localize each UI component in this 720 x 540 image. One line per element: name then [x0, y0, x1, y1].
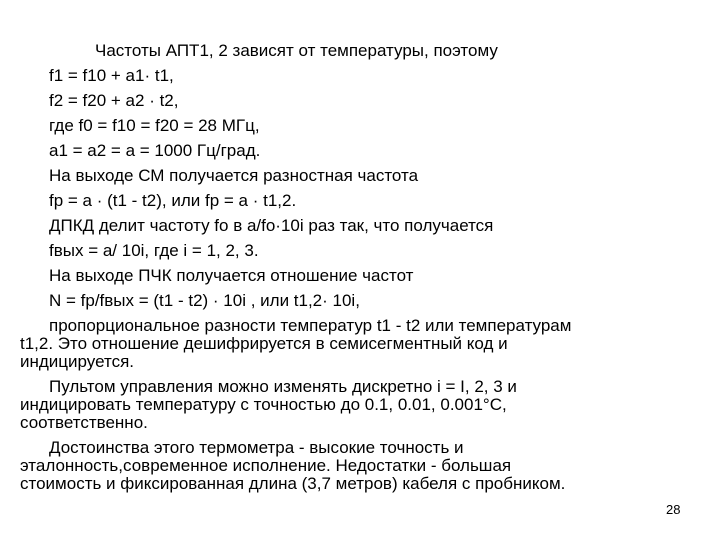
- text-line: fр = a · (t1 - t2), или fр = a · t1,2.: [49, 191, 297, 210]
- text-line: fвых = a/ 10i, где i = 1, 2, 3.: [49, 241, 259, 260]
- text-line: ДПКД делит частоту fо в a/fо·10i раз так, что получается: [49, 216, 494, 235]
- text-line: Частоты АПТ1, 2 зависят от температуры, поэтому: [95, 41, 498, 60]
- text-line: пропорциональное разности температур t1 - t2 или температурам: [49, 316, 572, 335]
- text-line: Пультом управления можно изменять дискретно i = I, 2, 3 и: [49, 377, 517, 396]
- text-line: a1 = a2 = a = 1000 Гц/град.: [49, 141, 261, 160]
- text-line: t1,2. Это отношение дешифрируется в семисегментный код и: [20, 334, 508, 353]
- text-line: На выходе ПЧК получается отношение частот: [49, 266, 414, 285]
- text-line: где f0 = f10 = f20 = 28 МГц,: [49, 116, 260, 135]
- text-line: На выходе СМ получается разностная частота: [49, 166, 419, 185]
- text-line: f2 = f20 + a2 · t2,: [49, 91, 179, 110]
- text-line: соответственно.: [20, 413, 148, 432]
- text-line: эталонность,современное исполнение. Недостатки - большая: [20, 456, 512, 475]
- page-number: 28: [666, 502, 681, 517]
- text-line: индицировать температуру с точностью до 0.1, 0.01, 0.001°C,: [20, 395, 507, 414]
- text-line: N = fр/fвых = (t1 - t2) · 10i , или t1,2· 10i,: [49, 291, 360, 310]
- text-line: стоимость и фиксированная длина (3,7 метров) кабеля с пробником.: [20, 474, 566, 493]
- text-line: индицируется.: [20, 352, 135, 371]
- text-line: f1 = f10 + a1· t1,: [49, 66, 174, 85]
- text-line: Достоинства этого термометра - высокие точность и: [49, 438, 464, 457]
